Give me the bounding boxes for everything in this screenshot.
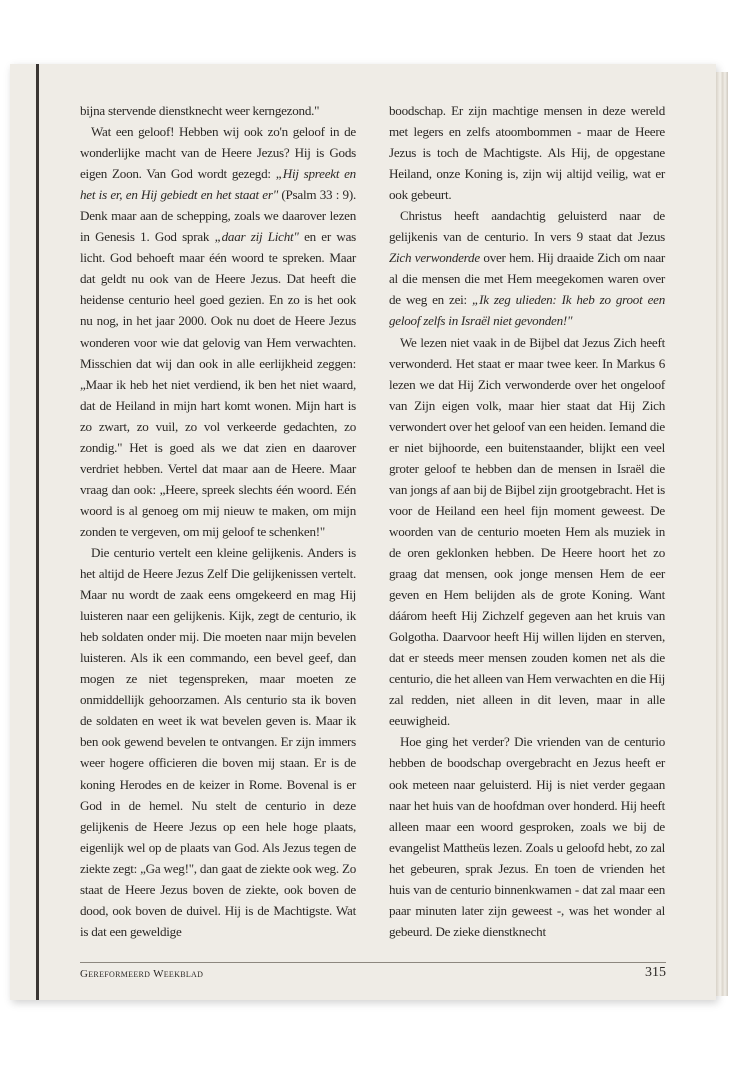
paragraph-text: boodschap. Er zijn machtige mensen in deze wereld met legers en zelfs atoombommen - maar de Heere Jezus is toch de Machtigste. Als Hij, de opgestane Heiland, onze Koning is, zijn wij altijd veilig, wat er ook gebeurt. [389,103,665,203]
left-column [80,100,356,942]
paragraph-text: Die centurio vertelt een kleine gelijkenis. Anders is het altijd de Heere Jezus Zelf Die gelijkenissen vertelt. Maar nu wordt de zaak eens omgekeerd en mag Hij luisteren naar een gelijkenis. Kijk, zegt de centurio, ik heb soldaten onder mij. Die moeten naar mijn bevelen luisteren. Als ik een commando, een bevel geef, dan mogen ze niet tegenspreken, maar moeten ze onmiddellijk gehoorzamen. Als centurio sta ik boven de soldaten en weet ik wat bevelen geven is. Maar ik ben ook gewend bevelen te ontvangen. Er zijn immers weer hogere officieren die boven mij staan. Er is de koning Herodes en de keizer in Rome. Bovenal is er God in de hemel. Nu stelt de centurio in deze gelijkenis de Heere Jezus op een hele hoge plaats, eigenlijk wel op de plaats van God. Als Jezus tegen de ziekte zegt: „Ga weg!", dan gaat de ziekte ook weg. Zo staat de Heere Jezus boven de ziekte, ook boven de dood, ook boven de duivel. Hij is de Machtigste. Wat is dat een geweldige [80,544,356,939]
paragraph [80,100,356,121]
paragraph [389,100,665,205]
italic-quote: „daar zij Licht" [214,229,299,245]
book-binding [36,64,39,1000]
paragraph [80,542,356,942]
paragraph-text: (Psalm 33 : 9). Denk maar aan de schepping, zoals we daarover lezen in Genesis 1. God sprak [80,187,356,245]
right-column [389,100,665,942]
paragraph-text: bijna stervende dienstknecht weer kerngezond." [80,103,320,118]
italic-emphasis: Zich verwonderde [389,250,480,266]
italic-quote: „Ik zeg ulieden: Ik heb zo groot een geloof zelfs in Israël niet gevonden!" [389,292,666,329]
publication-name: Gereformeerd Weekblad [80,968,204,980]
page-number: 315 [645,965,666,980]
paragraph-text: over hem. Hij draaide Zich om naar al die mensen die met Hem meegekomen waren over de weg en zei: [389,250,665,308]
paragraph-text: Christus heeft aandachtig geluisterd naar de gelijkenis van de centurio. In vers 9 staat dat Jezus [389,208,665,245]
paragraph-text: en er was licht. God behoeft maar één woord te spreken. Maar dat geldt nu ook van de Heere Jezus. Dat heeft die heidense centurio heel goed gezien. En zo is het ook nu nog, in het jaar 2000. Ook nu doet de Heere Jezus wonderen voor wie dat gelovig van Hem verwachten. Misschien dat wij dan ook in alle eerlijkheid zeggen: „Maar ik heb het niet verdiend, ik ben het niet waard, dat de Heiland in mijn hart komt wonen. Mijn hart is zo zwart, zo vuil, zo vol verkeerde gedachten, zo zondig." Het is goed als we dat zien en daarover verdriet hebben. Vertel dat maar aan de Heere. Maar vraag dan ook: „Heere, spreek slechts één woord. Eén woord is al genoeg om mij nieuw te maken, om mijn zonden te vergeven, om mij geloof te schenken!" [80,229,356,539]
italic-quote: „Hij spreekt en het is er, en Hij gebiedt en het staat er" [80,166,356,203]
page-stack-edge [716,72,728,996]
paragraph [389,731,665,941]
paragraph [80,121,356,542]
paragraph-text: We lezen niet vaak in de Bijbel dat Jezus Zich heeft verwonderd. Het staat er maar twee keer. In Markus 6 lezen we dat Hij Zich verwonderde over het ongeloof van Zijn eigen volk, maar hier staat dat Hij Zich verwondert over het geloof van een heiden. Iemand die er niet bijhoorde, een buitenstaander, blijkt een veel groter geloof te hebben dan de mensen in Israël die van jongs af aan bij de Bijbel zijn grootgebracht. Het is voor de Heiland een heel fijn moment geweest. De woorden van de centurio moeten Hem als muziek in de oren geklonken hebben. De Heere hoort het zo graag dat mensen, ook jonge mensen Hem de eer geven en Hem belijden als de grote Koning. Want dáárom heeft Hij Zichzelf gegeven aan het kruis van Golgotha. Daarvoor heeft Hij willen lijden en sterven, dat er steeds meer mensen zouden komen net als die centurio, die het alleen van Hem verwachten en die Hij zal redden, niet alleen in dit leven, maar in alle eeuwigheid. [389,334,665,729]
paragraph [389,205,665,331]
paragraph-text: Hoe ging het verder? Die vrienden van de centurio hebben de boodschap overgebracht en Jezus heeft er ook meteen naar geluisterd. Hij is niet verder gegaan naar het huis van de hoofdman over honderd. Hij heeft alleen maar een woord gesproken, zoals we bij de evangelist Mattheüs lezen. Zoals u geloofd hebt, zo zal het gebeuren, sprak Jezus. En toen de vrienden het huis van de centurio binnenkwamen - dat zal maar een paar minuten later zijn geweest -, was het wonder al gebeurd. De zieke dienstknecht [389,734,665,939]
paragraph-text: Wat een geloof! Hebben wij ook zo'n geloof in de wonderlijke macht van de Heere Jezus? Hij is Gods eigen Zoon. Van God wordt gezegd: [80,124,356,182]
paragraph [389,332,665,732]
footer-rule [80,962,666,963]
